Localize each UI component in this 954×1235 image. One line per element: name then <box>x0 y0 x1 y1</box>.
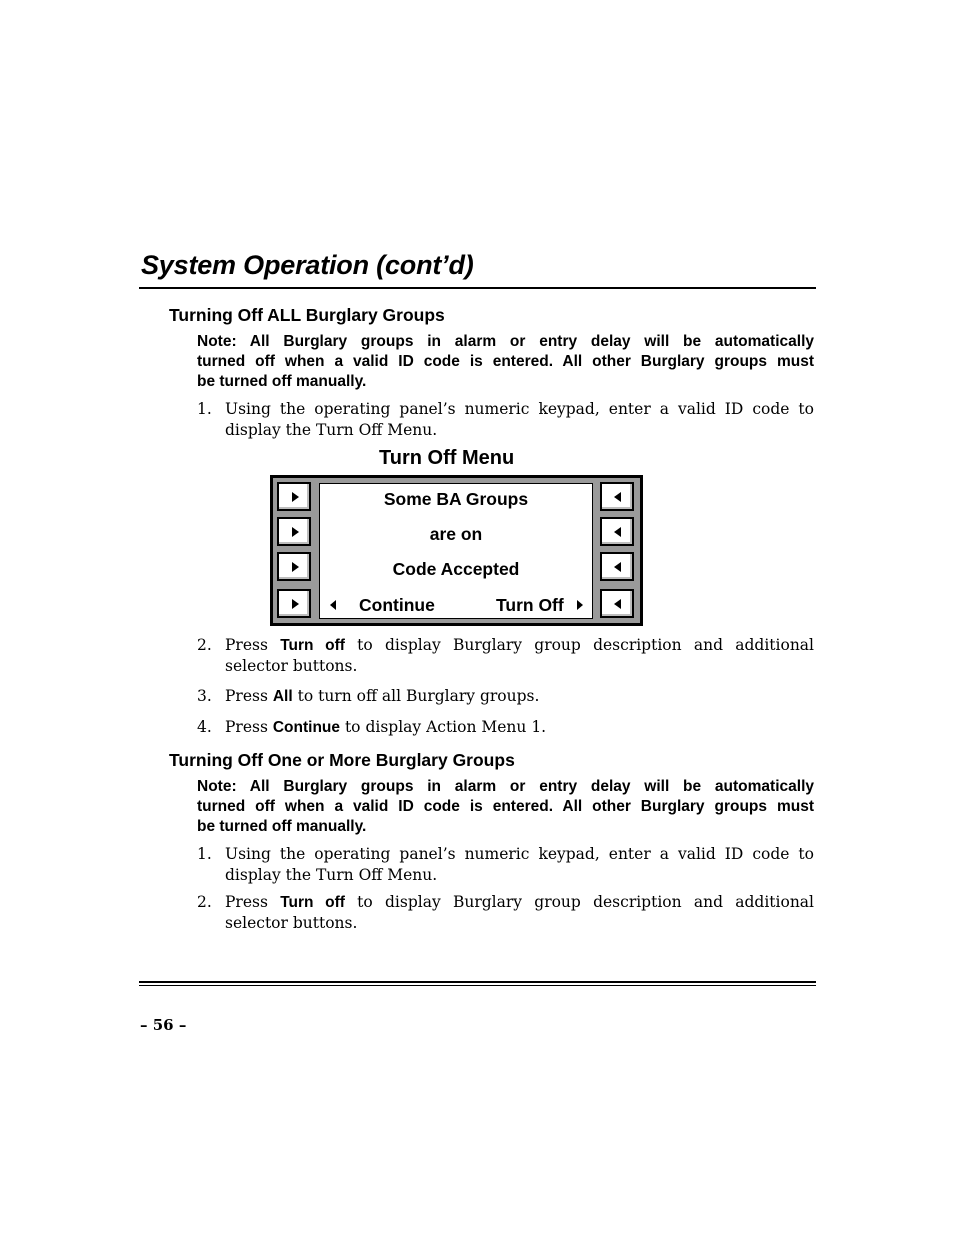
footer-rule-thin <box>139 985 816 986</box>
step-1 <box>197 399 814 441</box>
note-all-groups <box>197 332 814 392</box>
step-text: Press <box>225 893 268 911</box>
note-line: turned off when a valid ID code is entered. All other Burglary groups must <box>197 798 814 815</box>
note-line: turned off when a valid ID code is entered. All other Burglary groups must <box>197 353 814 370</box>
right-selector-button-1[interactable] <box>600 482 634 511</box>
step-text: display the Turn Off Menu. <box>225 421 438 439</box>
arrow-left-icon <box>614 599 621 609</box>
display-line-3: Code Accepted <box>392 559 520 579</box>
title-rule <box>139 287 816 289</box>
arrow-right-icon <box>292 562 299 572</box>
page-title: System Operation (cont’d) <box>141 250 474 280</box>
page-number: – 56 – <box>140 1016 187 1034</box>
step-2 <box>197 635 814 677</box>
display-line-1: Some BA Groups <box>383 489 529 509</box>
step-number: 3. <box>197 687 212 705</box>
arrow-left-icon <box>614 492 621 502</box>
section-heading-all-groups: Turning Off ALL Burglary Groups <box>169 305 445 325</box>
continue-arrow-icon <box>330 600 336 610</box>
step-number: 4. <box>197 718 212 736</box>
left-selector-button-1[interactable] <box>277 482 311 511</box>
note-line: Note: All Burglary groups in alarm or entry delay will be automatically <box>197 333 814 350</box>
arrow-right-icon <box>292 599 299 609</box>
step-number: 2. <box>197 636 212 654</box>
step-text: Press <box>225 687 268 705</box>
menu-title: Turn Off Menu <box>379 447 515 469</box>
arrow-right-icon <box>292 492 299 502</box>
step-4 <box>197 717 814 738</box>
turn-off-keyword: Turn off <box>280 894 345 911</box>
step-text: to turn off all Burglary groups. <box>297 687 540 705</box>
step-text: Using the operating panel’s numeric keypad, enter a valid ID code to <box>225 845 814 863</box>
left-selector-button-3[interactable] <box>277 552 311 581</box>
step-text: selector buttons. <box>225 657 358 675</box>
turn-off-arrow-icon <box>577 600 583 610</box>
right-selector-button-4[interactable] <box>600 589 634 618</box>
step-text: Press <box>225 718 268 736</box>
step-text: display the Turn Off Menu. <box>225 866 438 884</box>
step-text: Press <box>225 636 268 654</box>
display-screen <box>319 483 593 619</box>
note-line: be turned off manually. <box>197 818 367 835</box>
section2-step-1 <box>197 844 814 886</box>
display-line-2: are on <box>429 524 483 544</box>
arrow-left-icon <box>614 562 621 572</box>
turn-off-keyword: Turn off <box>280 637 345 654</box>
arrow-left-icon <box>614 527 621 537</box>
note-line: Note: All Burglary groups in alarm or entry delay will be automatically <box>197 778 814 795</box>
note-one-or-more <box>197 777 814 837</box>
right-selector-button-3[interactable] <box>600 552 634 581</box>
section-heading-one-or-more: Turning Off One or More Burglary Groups <box>169 750 515 770</box>
section2-step-2 <box>197 892 814 934</box>
footer-rule <box>139 981 816 983</box>
step-number: 1. <box>197 845 212 863</box>
left-selector-button-2[interactable] <box>277 517 311 546</box>
step-text: selector buttons. <box>225 914 358 932</box>
step-text: Using the operating panel’s numeric keypad, enter a valid ID code to <box>225 400 814 418</box>
left-selector-button-4[interactable] <box>277 589 311 618</box>
step-number: 2. <box>197 893 212 911</box>
continue-keyword: Continue <box>272 719 341 736</box>
continue-option: Continue <box>359 595 435 615</box>
step-3 <box>197 686 814 707</box>
arrow-right-icon <box>292 527 299 537</box>
all-keyword: All <box>272 688 293 705</box>
turn-off-option: Turn Off <box>496 595 564 615</box>
step-number: 1. <box>197 400 212 418</box>
step-text: to display Action Menu 1. <box>344 718 547 736</box>
right-selector-button-2[interactable] <box>600 517 634 546</box>
step-text: to display Burglary group description and additional <box>357 893 814 911</box>
step-text: to display Burglary group description and additional <box>357 636 814 654</box>
note-line: be turned off manually. <box>197 373 367 390</box>
